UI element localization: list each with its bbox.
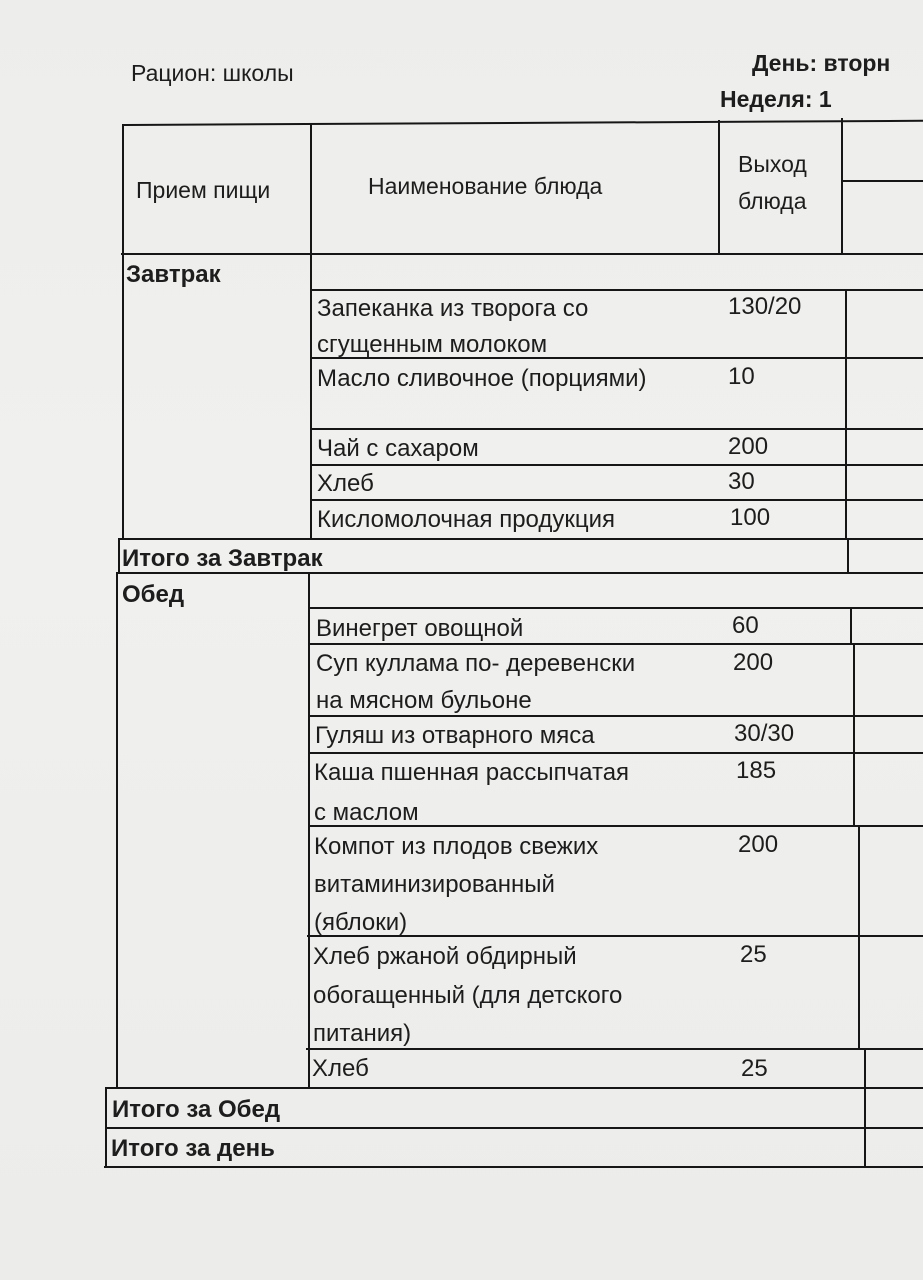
ration-label: Рацион: школы [131,60,294,86]
column-header-yield-line1: Выход [738,151,807,177]
meal-label-lunch: Обед [122,581,185,608]
dish-name: на мясном бульоне [316,687,532,714]
meal-label-breakfast: Завтрак [126,261,221,288]
day-label: День: вторн [752,50,891,76]
column-header-yield-line2: блюда [738,188,807,214]
dish-name: витаминизированный [314,871,555,898]
dish-yield: 200 [733,649,774,676]
dish-name: Каша пшенная рассыпчатая [314,759,630,786]
dish-name: Винегрет овощной [316,615,524,642]
dish-name: Хлеб [317,470,374,497]
dish-name: с маслом [314,799,419,826]
dish-name: Запеканка из творога со [317,295,589,322]
dish-name: питания) [313,1020,412,1047]
column-header-meal: Прием пищи [136,177,271,203]
dish-name: Масло сливочное (порциями) [317,365,647,392]
day-total-label: Итого за день [111,1135,275,1162]
dish-name: Суп куллама по- деревенски [316,650,636,677]
dish-yield: 25 [740,941,767,968]
dish-yield: 10 [728,363,755,390]
dish-name: обогащенный (для детского [313,982,623,1009]
dish-yield: 200 [728,433,769,460]
column-header-dish: Наименование блюда [368,173,603,199]
dish-name: Хлеб ржаной обдирный [313,943,577,970]
dish-name: Хлеб [312,1055,369,1082]
dish-yield: 60 [732,612,759,639]
dish-name: сгущенным молоком [317,331,548,358]
dish-yield: 30 [728,468,755,495]
dish-yield: 185 [736,757,777,784]
dish-name: Компот из плодов свежих [314,833,599,860]
dish-name: Гуляш из отварного мяса [315,722,595,749]
dish-yield: 25 [741,1055,768,1082]
week-label: Неделя: 1 [720,86,832,112]
dish-name: Кисломолочная продукция [317,506,616,533]
dish-yield: 100 [730,504,771,531]
breakfast-total-label: Итого за Завтрак [122,545,323,572]
lunch-total-label: Итого за Обед [112,1096,281,1123]
dish-name: (яблоки) [314,909,408,936]
dish-yield: 30/30 [734,720,795,747]
dish-yield: 200 [738,831,779,858]
dish-name: Чай с сахаром [317,435,479,462]
dish-yield: 130/20 [728,293,802,320]
